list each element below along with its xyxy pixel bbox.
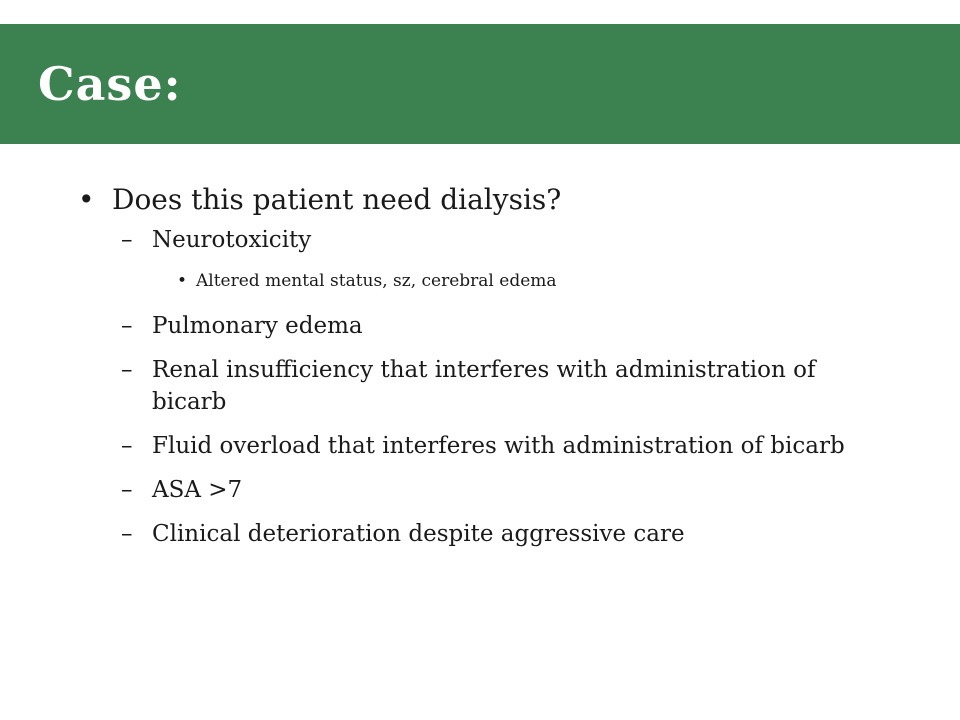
sub-bullet-item xyxy=(0,430,960,462)
dash-icon: – xyxy=(121,313,133,339)
sub-bullet-item xyxy=(0,474,960,506)
sub-bullet-text: Clinical deterioration despite aggressive care xyxy=(152,521,685,547)
sub-bullet-text: Pulmonary edema xyxy=(152,313,363,339)
sub-sub-bullet-text: Altered mental status, sz, cerebral edema xyxy=(196,271,557,291)
dash-icon: – xyxy=(121,227,133,253)
sub-bullet-item xyxy=(0,310,960,342)
bullet-text: Does this patient need dialysis? xyxy=(112,183,562,216)
sub-sub-bullet-item xyxy=(0,268,960,294)
bullet-icon: • xyxy=(177,271,188,291)
slide-title: Case: xyxy=(38,57,182,111)
slide-content xyxy=(0,182,960,562)
sub-bullet-item xyxy=(0,224,960,256)
title-bar xyxy=(0,24,960,144)
bullet-item xyxy=(0,182,960,218)
sub-bullet-text: Renal insufficiency that interferes with administration of bicarb xyxy=(152,357,816,415)
dash-icon: – xyxy=(121,477,133,503)
sub-bullet-text: Neurotoxicity xyxy=(152,227,312,253)
dash-icon: – xyxy=(121,357,133,383)
bullet-icon: • xyxy=(78,183,95,216)
sub-bullet-text: Fluid overload that interferes with administration of bicarb xyxy=(152,433,845,459)
sub-bullet-item xyxy=(0,518,960,550)
dash-icon: – xyxy=(121,521,133,547)
sub-bullet-item xyxy=(0,354,960,418)
sub-bullet-text: ASA >7 xyxy=(152,477,243,503)
dash-icon: – xyxy=(121,433,133,459)
